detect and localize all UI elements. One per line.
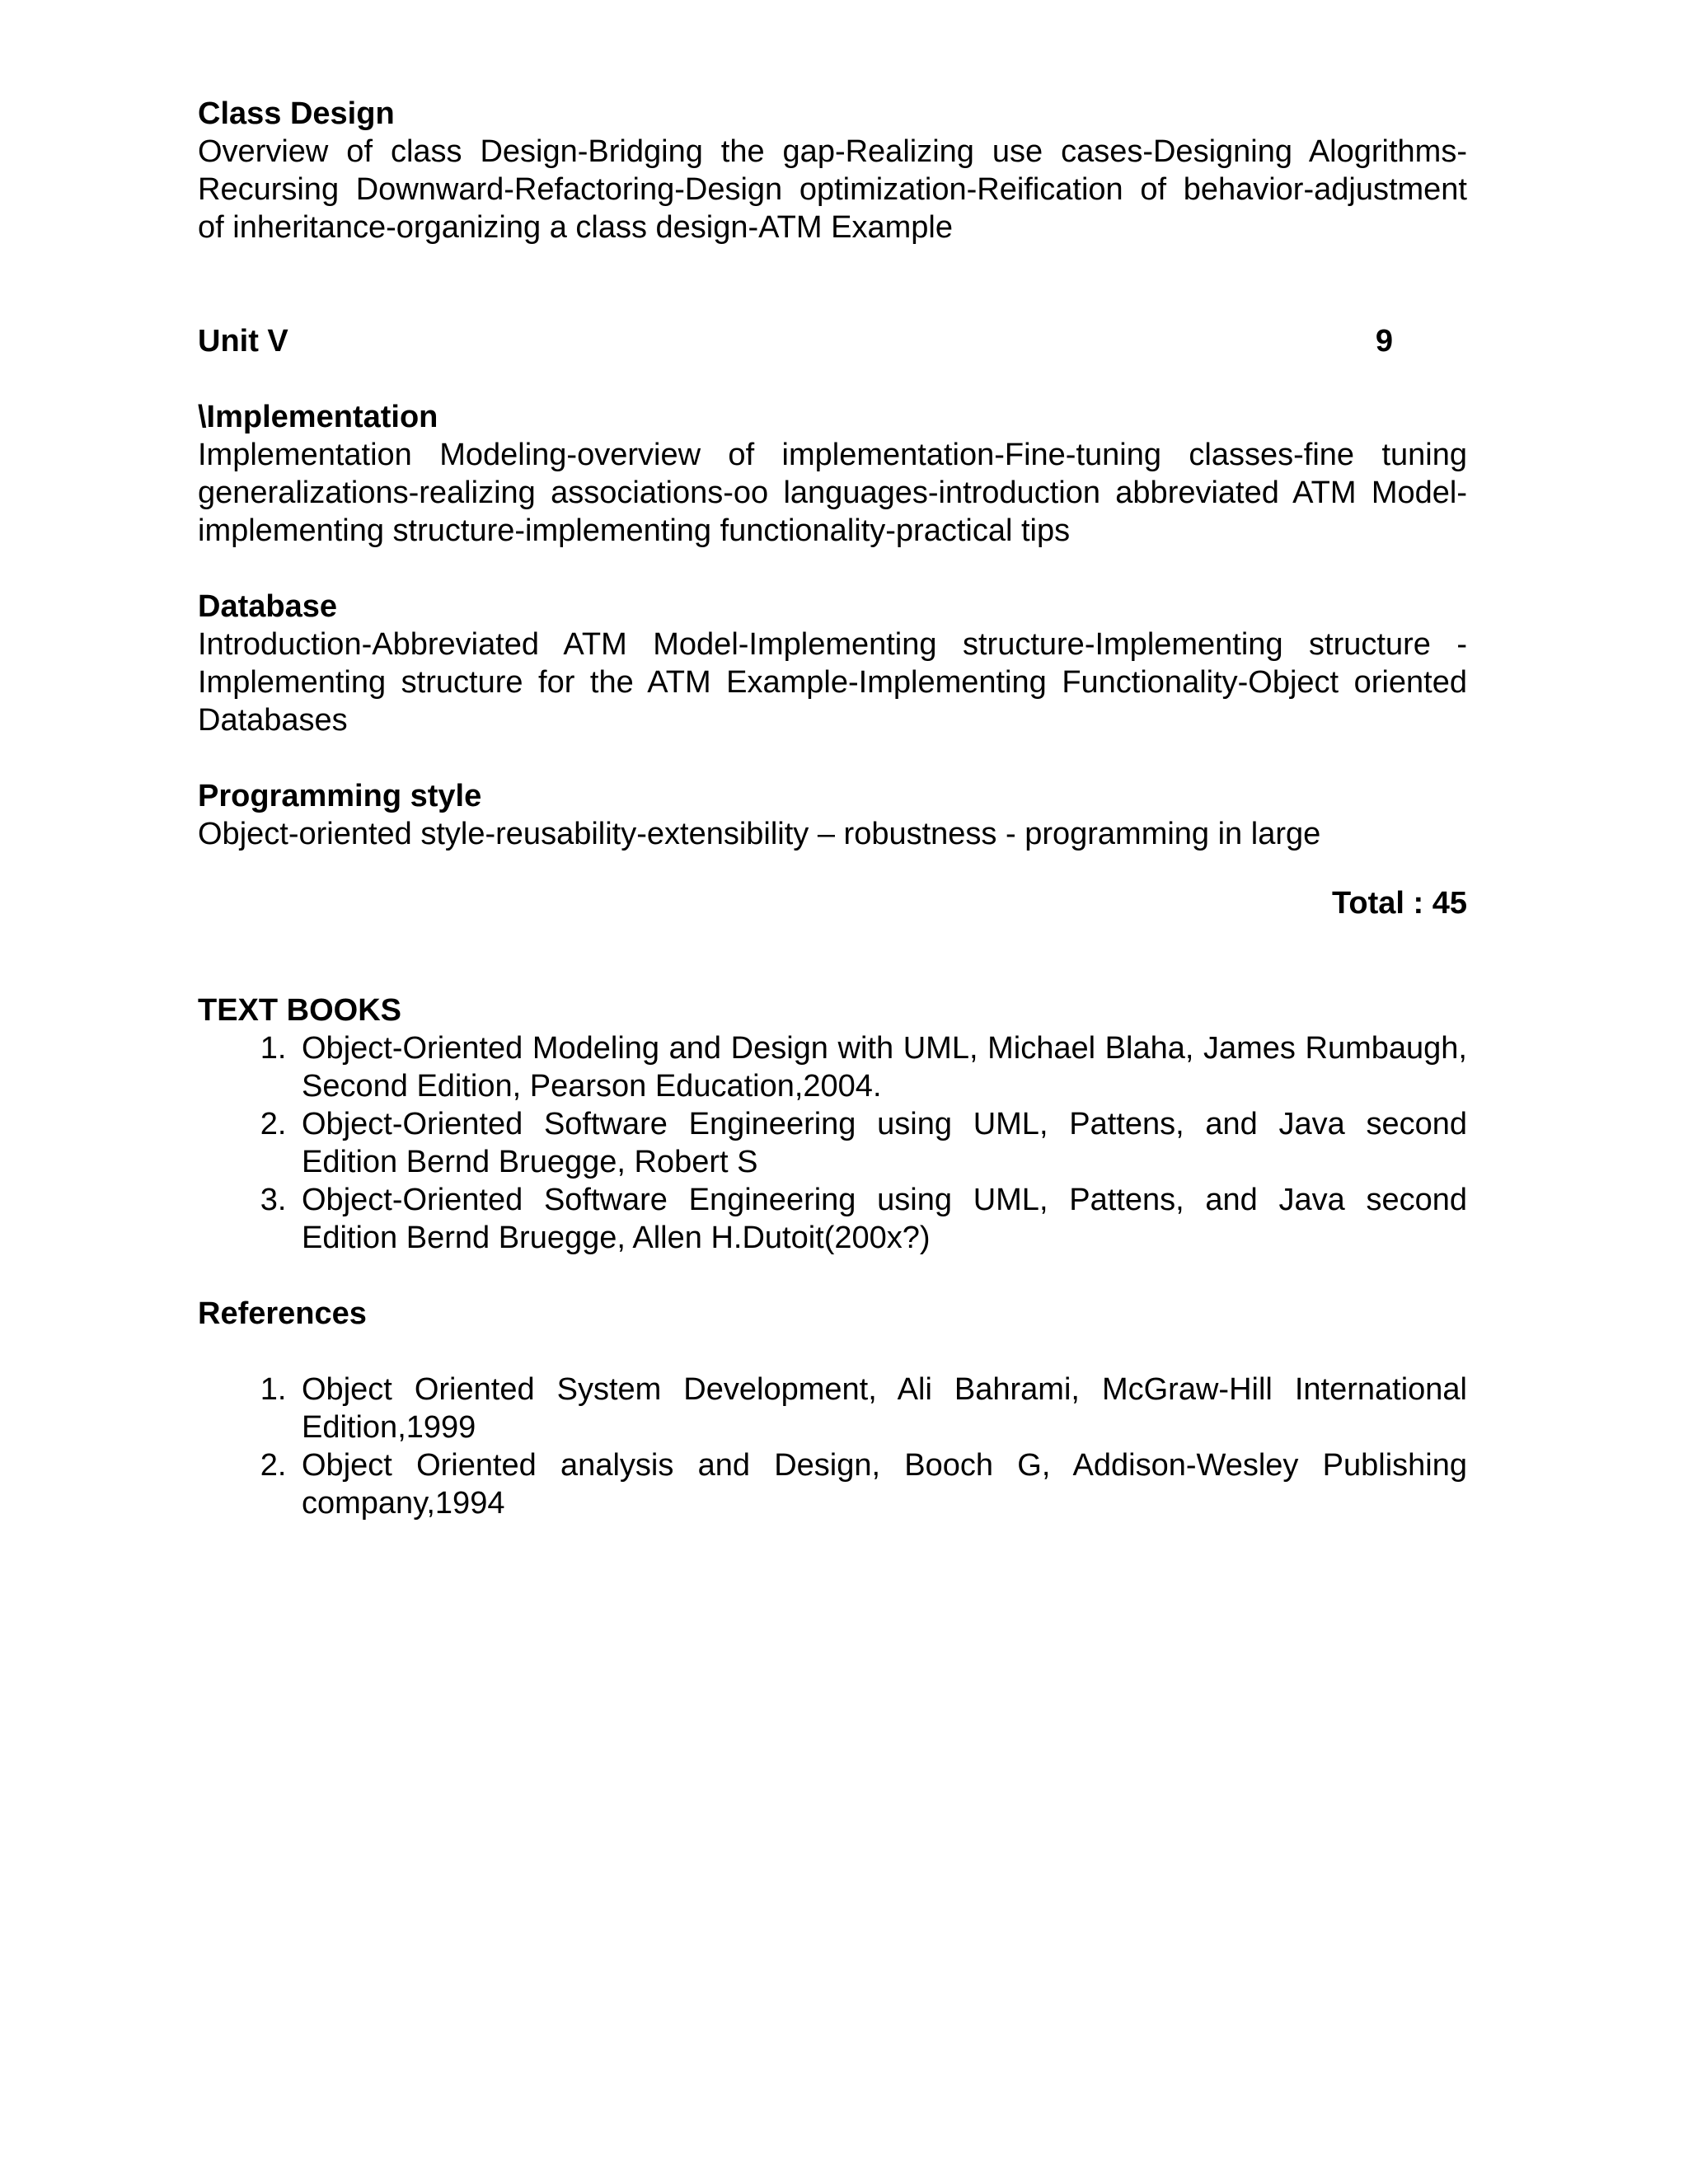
text-books-list (198, 1029, 1467, 1257)
list-item: 3. Object-Oriented Software Engineering using UML, Pattens, and Java second Edition Bernd Bruegge, Allen H.Dutoit(200x?) (295, 1181, 1467, 1257)
text-books-heading: TEXT BOOKS (198, 993, 402, 1028)
database-text: Introduction-Abbreviated ATM Model-Implementing structure-Implementing structure - Implementing structure for the ATM Example-Implementing Functionality-Object oriented Databases (198, 627, 1467, 738)
implementation-heading: \Implementation (198, 400, 438, 434)
list-item: 2. Object Oriented analysis and Design, Booch G, Addison-Wesley Publishing company,1994 (295, 1446, 1467, 1522)
class-design-text: Overview of class Design-Bridging the gap-Realizing use cases-Designing Alogrithms-Recursing Downward-Refactoring-Design optimization-Reification of behavior-adjustment of inheritance-organizing a class design-ATM Example (198, 134, 1467, 245)
database-heading: Database (198, 589, 337, 624)
list-item: 2. Object-Oriented Software Engineering using UML, Pattens, and Java second Edition Bernd Bruegge, Robert S (295, 1105, 1467, 1181)
unit-header (198, 322, 1393, 360)
unit-title: Unit V (198, 324, 288, 359)
programming-style-heading: Programming style (198, 779, 482, 813)
document-page (198, 95, 1467, 1522)
references-heading: References (198, 1296, 367, 1331)
unit-hours: 9 (1375, 324, 1393, 359)
list-item: 1. Object-Oriented Modeling and Design with UML, Michael Blaha, James Rumbaugh, Second Edition, Pearson Education,2004. (295, 1029, 1467, 1105)
implementation-text: Implementation Modeling-overview of implementation-Fine-tuning classes-fine tuning generalizations-realizing associations-oo languages-introduction abbreviated ATM Model-implementing structure-implementing functionality-practical tips (198, 438, 1467, 548)
total-hours: Total : 45 (1332, 886, 1467, 921)
references-list (198, 1371, 1467, 1522)
class-design-heading: Class Design (198, 96, 395, 131)
list-item: 1. Object Oriented System Development, Ali Bahrami, McGraw-Hill International Edition,1999 (295, 1371, 1467, 1446)
programming-style-text: Object-oriented style-reusability-extensibility – robustness - programming in large (198, 817, 1321, 851)
